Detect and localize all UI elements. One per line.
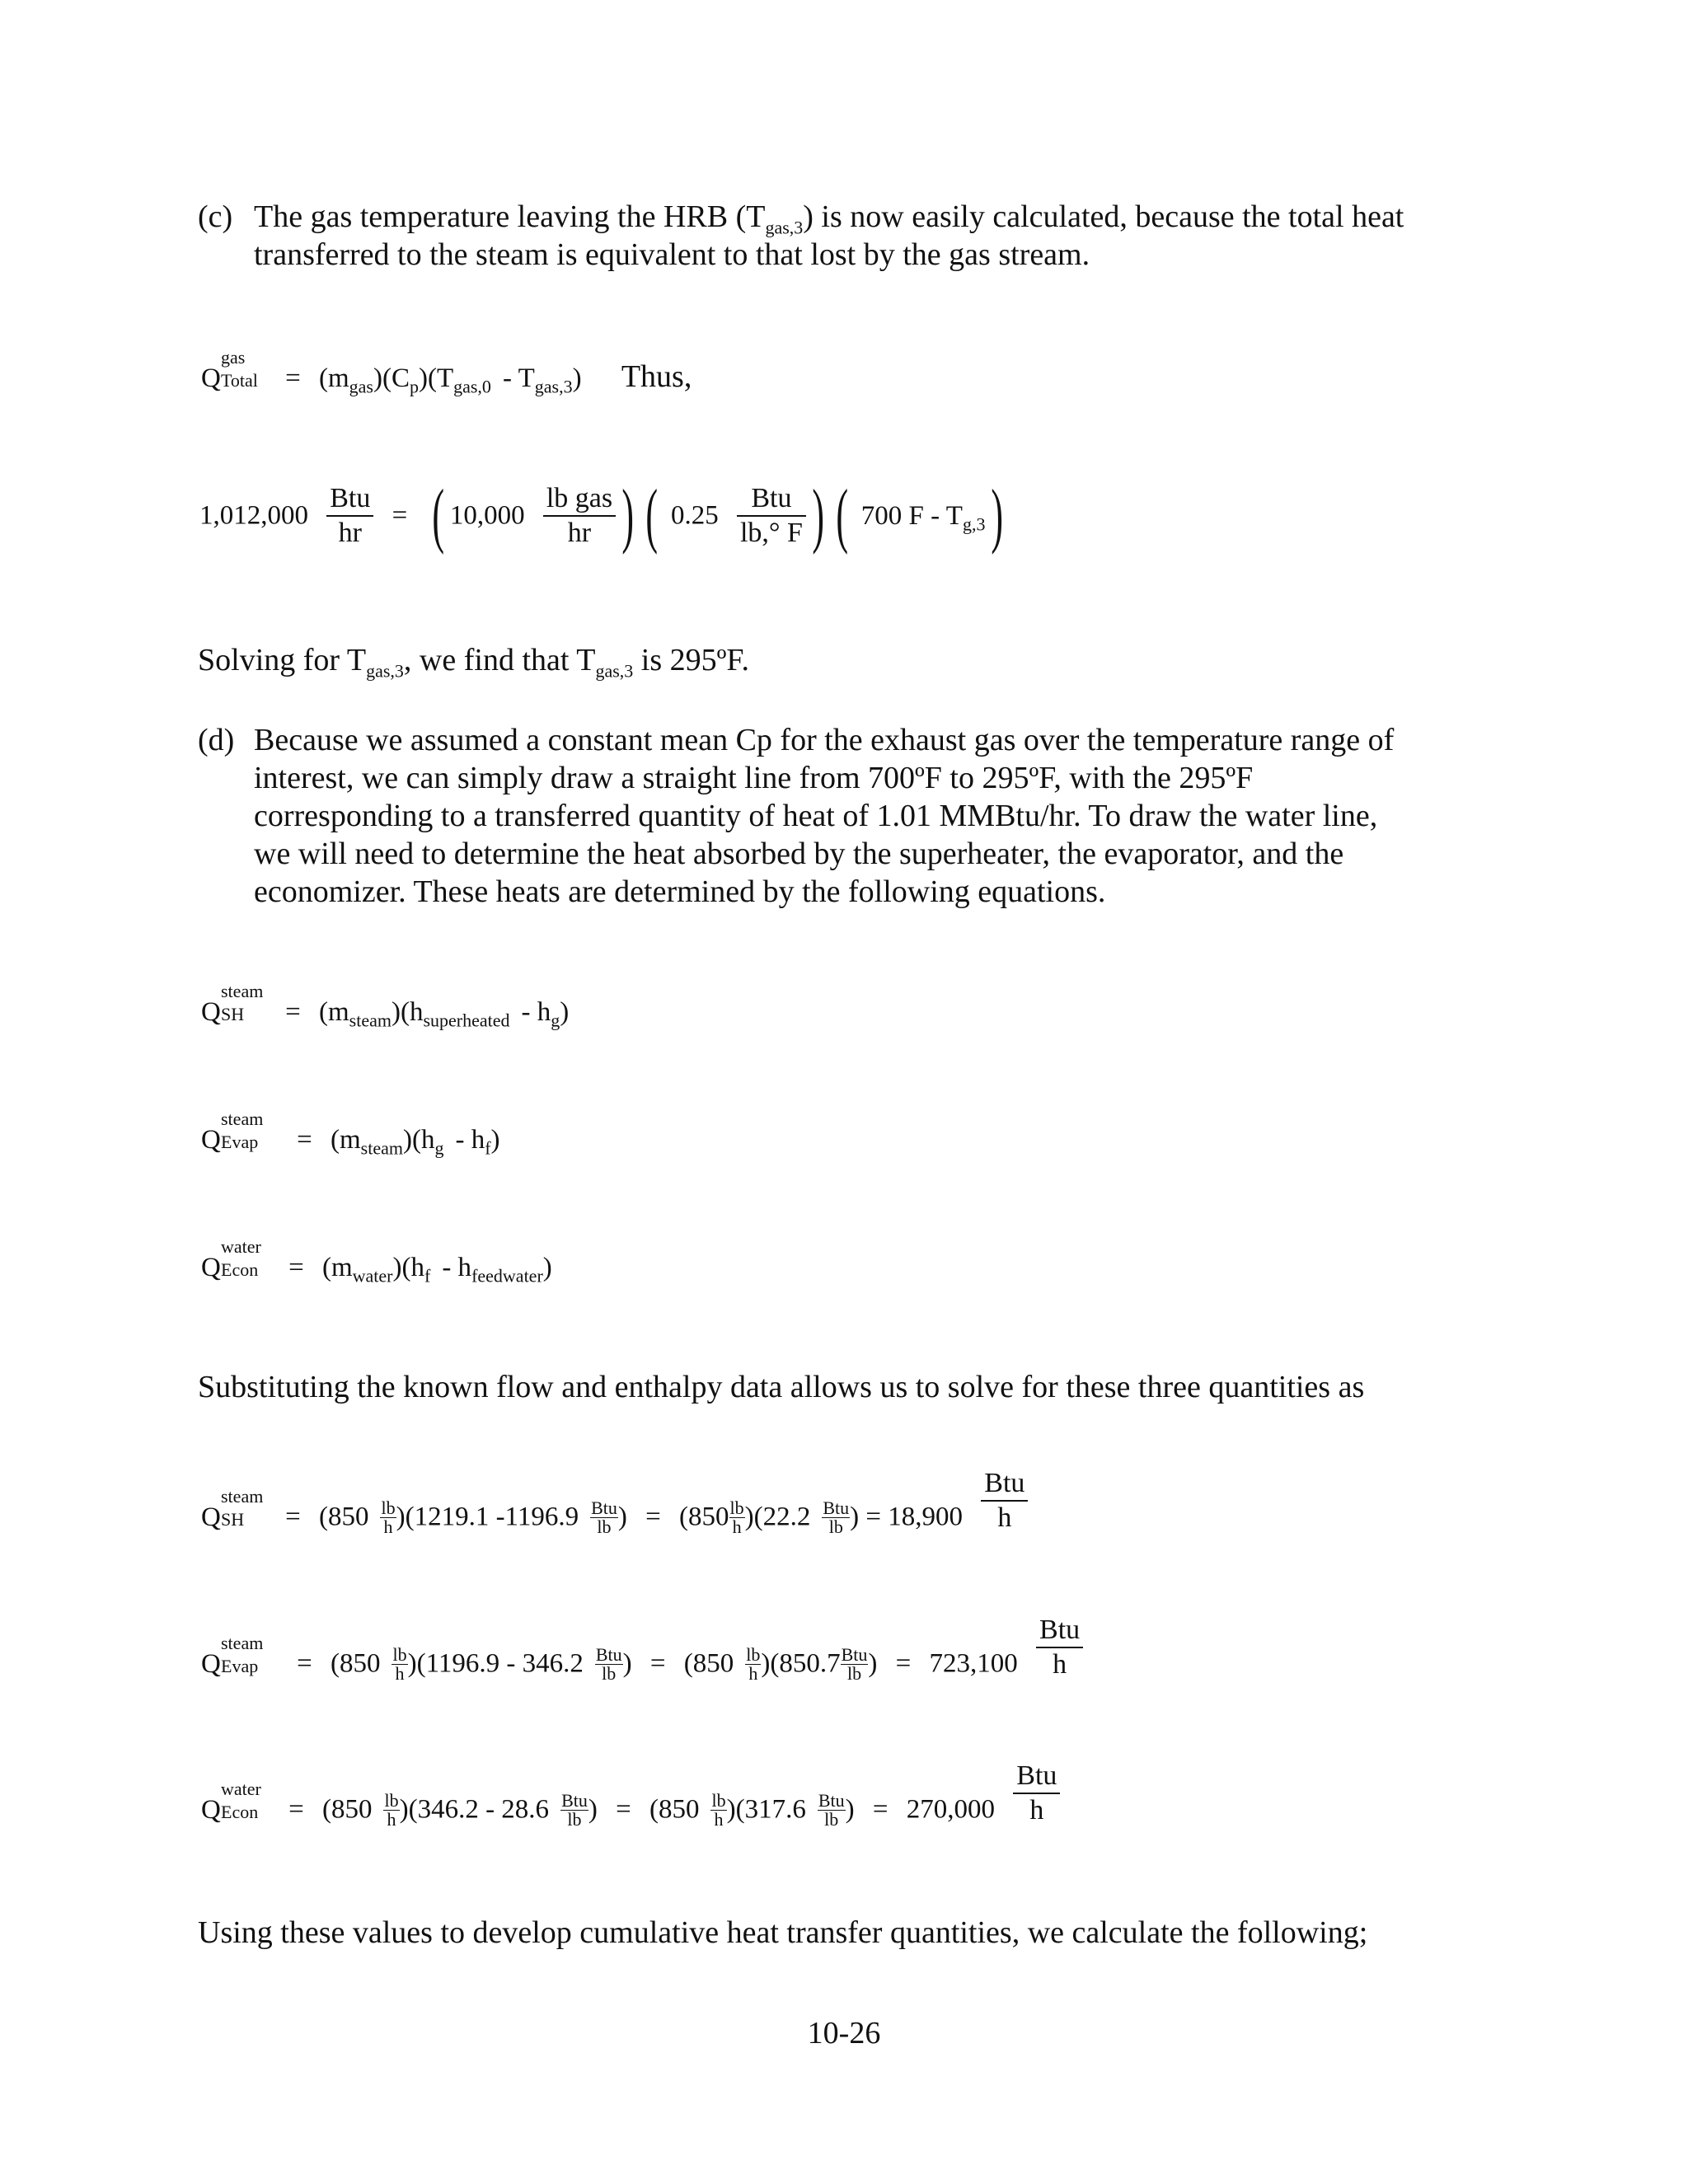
paragraph-line: economizer. These heats are determined by the following equations. bbox=[254, 874, 1106, 909]
calculation-superheater: Q steam SH = (850 $\frac{lb}{h}$ )(1219.1 -1196.9 $\frac{\text{Btu}}{lb}$ ) = (850 $\frac{lb}{h}$ )(22.2 $\frac{\text{Btu}}{lb}$ ) = 18,900 $\frac{\text{Btu}}{h}$ bbox=[201, 1483, 1028, 1551]
equation-evaporator: Q steam Evap = $(m_{steam})(h_g - h_f)$ bbox=[201, 1108, 500, 1159]
paragraph-line: Because we assumed a constant mean Cp for the exhaust gas over the temperature range of bbox=[254, 723, 1395, 757]
item-label: (c) bbox=[198, 199, 233, 234]
equation-energy-balance: 1,012,000 $\frac{\text{Btu}}{hr}$ = ( 10,000 $\frac{\text{lb gas}}{hr}$ ) ( 0.25 $\frac{\text{Btu}}{lb,^\circ F}$ ) ( 700 F - $T_{g,3}$) bbox=[199, 476, 1004, 555]
paragraph-line: we will need to determine the heat absorbed by the superheater, the evaporator, and the bbox=[254, 837, 1344, 871]
paragraph-line: transferred to the steam is equivalent to that lost by the gas stream. bbox=[254, 237, 1090, 272]
equation-gas-total: Q gas Total = $(m_{gas})(C_p)(T_{gas,0} - T_{gas,3})$ Thus, bbox=[201, 347, 692, 397]
paragraph-line: interest, we can simply draw a straight line from 700ºF to 295ºF, with the 295ºF bbox=[254, 761, 1254, 795]
equation-superheater: Q steam SH = $(m_{steam})(h_{superheated} - h_g)$ bbox=[201, 981, 570, 1031]
page-number: 10-26 bbox=[807, 2016, 881, 2050]
paragraph-line: The gas temperature leaving the HRB $(T_{gas,3})$ is now easily calculated, because the total heat bbox=[254, 199, 1404, 238]
paragraph-line: corresponding to a transferred quantity of heat of 1.01 MMBtu/hr. To draw the water line, bbox=[254, 799, 1378, 833]
calculation-economizer: Q water Econ = (850 $\frac{lb}{h}$ )(346.2 - 28.6 $\frac{\text{Btu}}{lb}$ ) = (850 $\frac{lb}{h}$ )(317.6 $\frac{\text{Btu}}{lb}$ ) = 270,000 $\frac{\text{Btu}}{h}$ bbox=[201, 1776, 1060, 1844]
equation-economizer: Q water Econ = $(m_{water})(h_f - h_{feedwater})$ bbox=[201, 1236, 552, 1286]
calculation-evaporator: Q steam Evap = (850 $\frac{lb}{h}$ )(1196.9 - 346.2 $\frac{\text{Btu}}{lb}$ ) = (850 $\frac{lb}{h}$ )(850.7 $\frac{\text{Btu}}{lb}$ ) = 723,100 $\frac{\text{Btu}}{h}$ bbox=[201, 1630, 1083, 1698]
